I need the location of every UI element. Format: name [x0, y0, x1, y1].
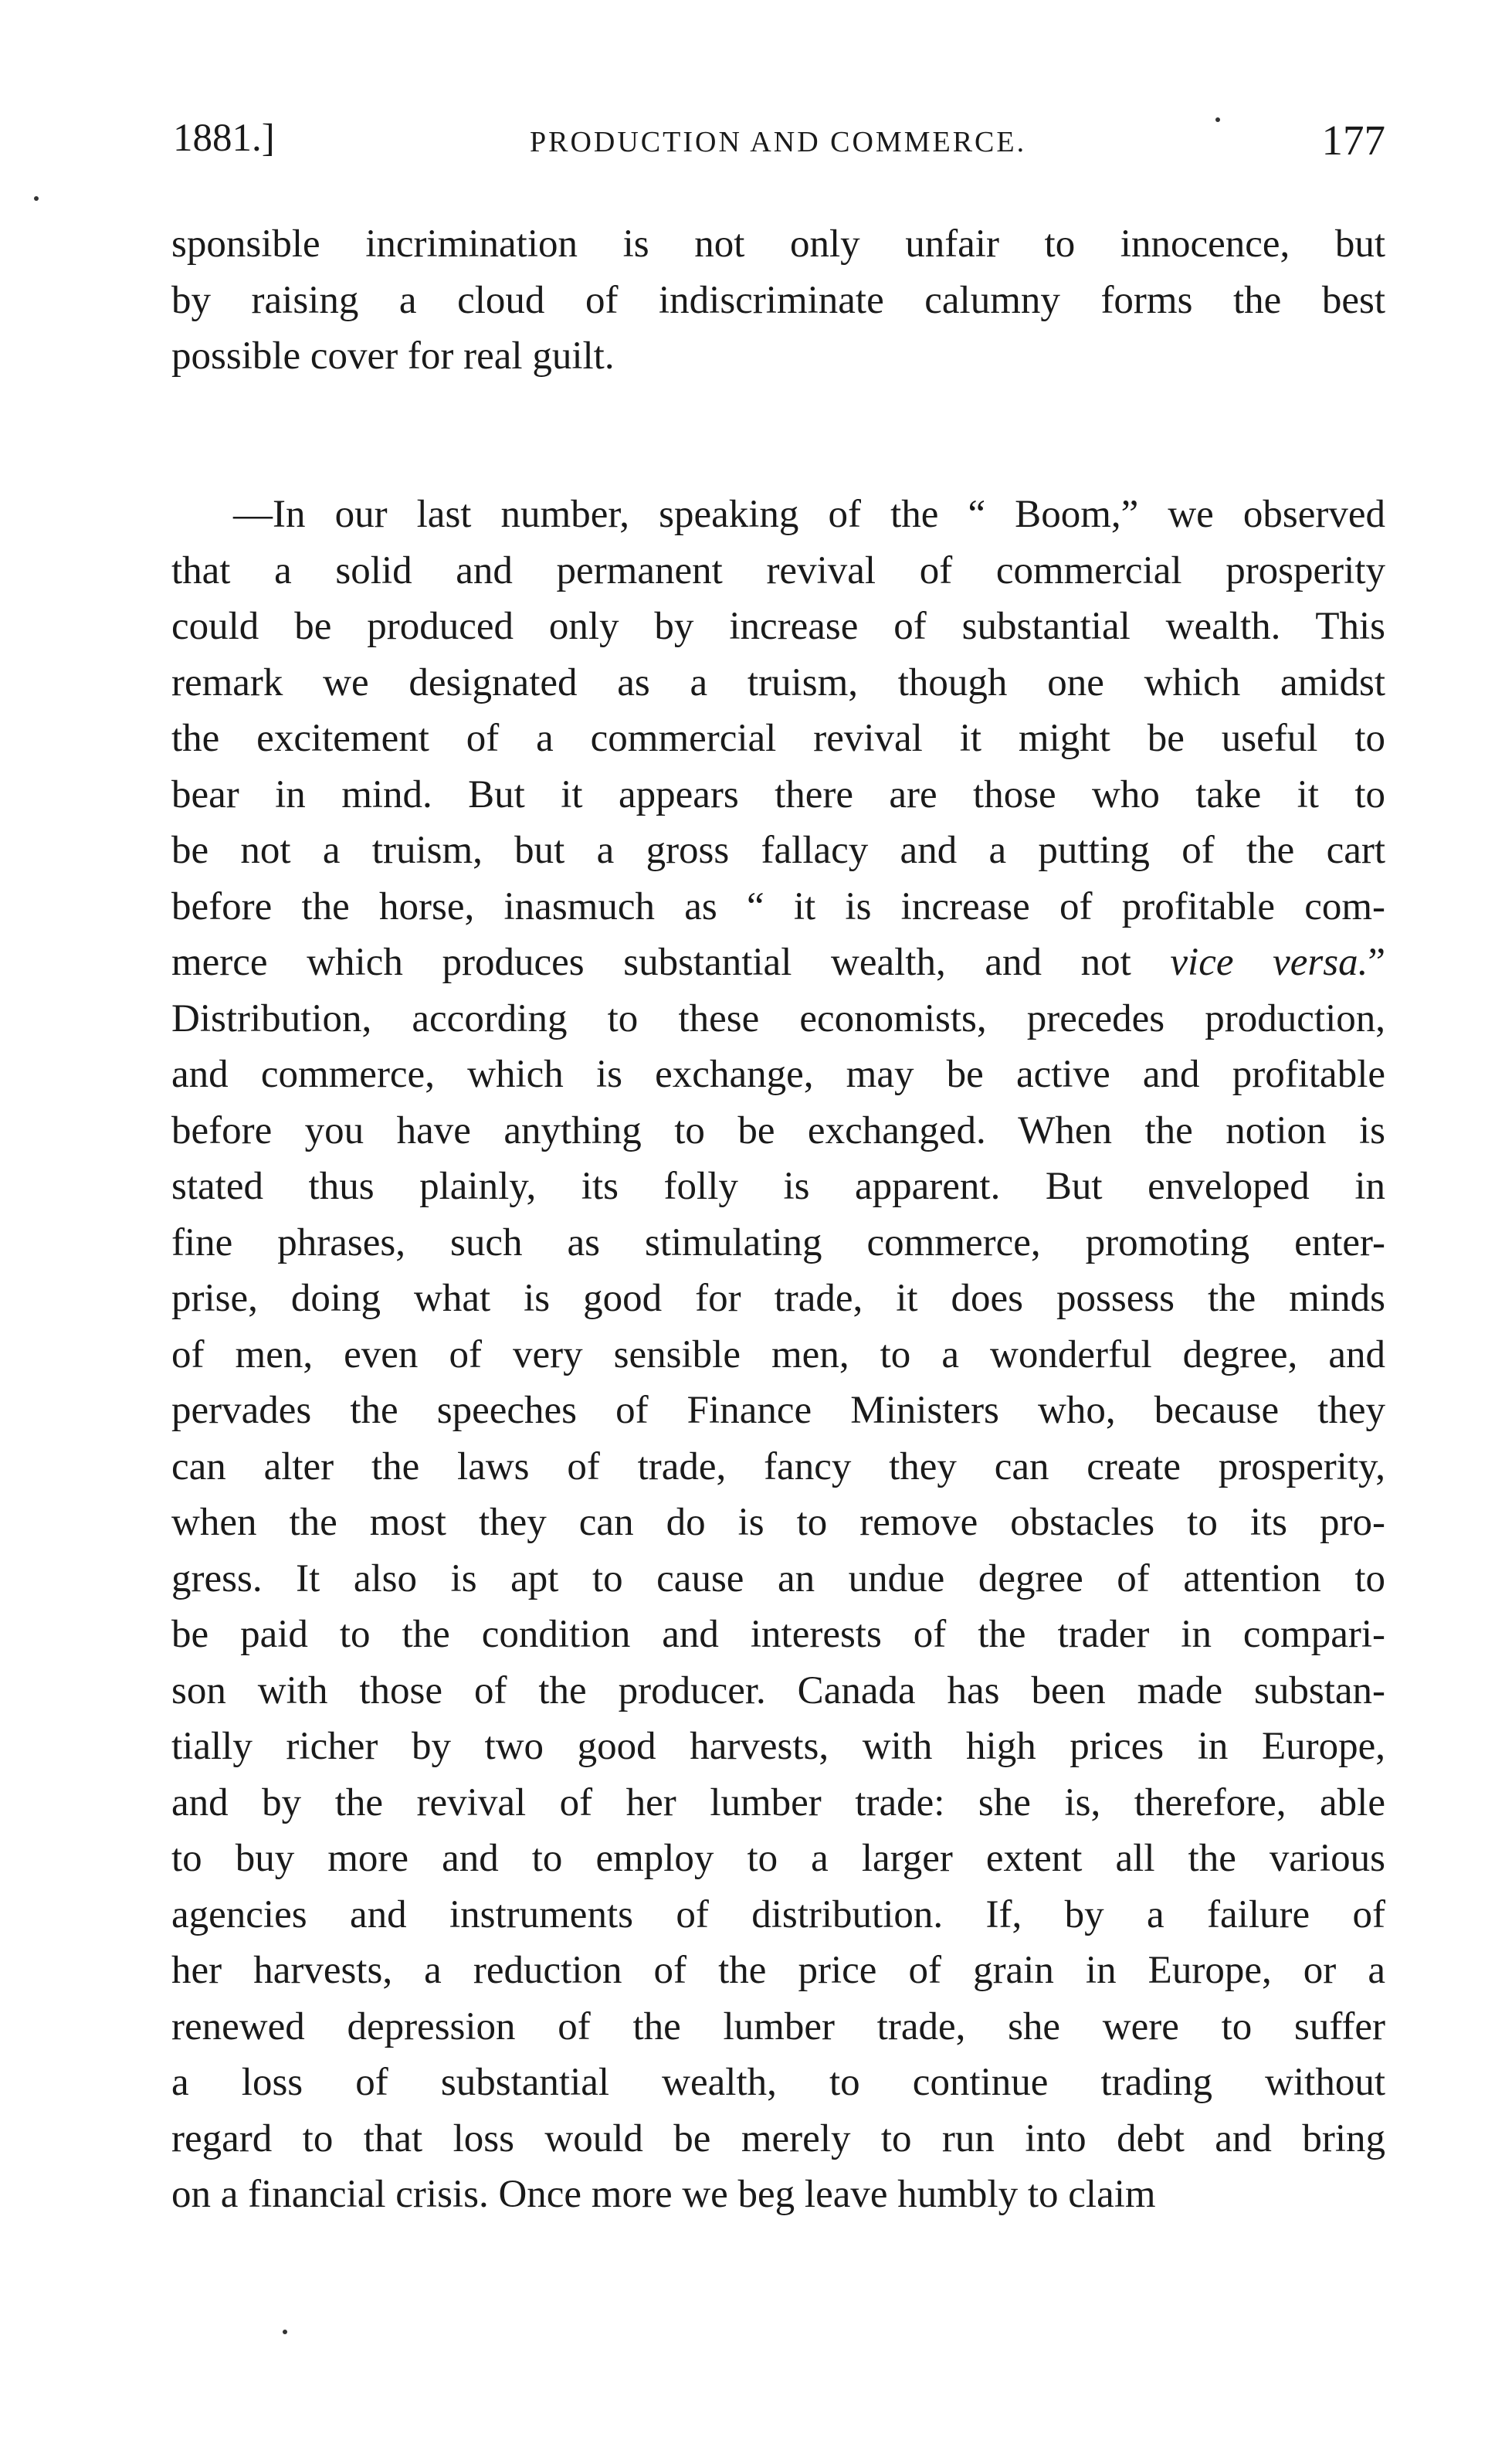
text-line: and by the revival of her lumber trade: she is, therefore, able	[171, 1780, 1385, 1824]
text-line: prise, doing what is good for trade, it does possess the minds	[171, 1277, 1385, 1320]
text-line: be paid to the condition and interests of the trader in compari-	[171, 1613, 1385, 1656]
text-line: agencies and instruments of distribution. If, by a failure of	[171, 1892, 1385, 1936]
text-line: possible cover for real guilt.	[171, 334, 615, 378]
header-speck	[1215, 117, 1220, 122]
text-line: sponsible incrimination is not only unfair to innocence, but	[171, 222, 1385, 266]
header-title: PRODUCTION AND COMMERCE.	[530, 126, 1027, 158]
margin-speck	[34, 196, 39, 201]
text-line: by raising a cloud of indiscriminate calumny forms the best	[171, 278, 1385, 322]
text-line: pervades the speeches of Finance Ministers who, because they	[171, 1389, 1385, 1432]
paragraph-continuation	[171, 216, 1385, 385]
text-line: of men, even of very sensible men, to a wonderful degree, and	[171, 1332, 1385, 1376]
text-line: before you have anything to be exchanged. When the notion is	[171, 1108, 1385, 1152]
text-line: can alter the laws of trade, fancy they can create prosperity,	[171, 1444, 1385, 1488]
text-line: remark we designated as a truism, though one which amidst	[171, 660, 1385, 704]
text-line: regard to that loss would be merely to run into debt and bring	[171, 2116, 1385, 2160]
text-line: tially richer by two good harvests, with high prices in Europe,	[171, 1725, 1385, 1768]
header-year: 1881.]	[173, 117, 275, 160]
text-line: her harvests, a reduction of the price of grain in Europe, or a	[171, 1949, 1385, 1992]
text-line: —In our last number, speaking of the “ Boom,” we observed	[233, 493, 1385, 536]
text-line: son with those of the producer. Canada has been made substan-	[171, 1668, 1385, 1712]
text-line: when the most they can do is to remove obstacles to its pro-	[171, 1501, 1385, 1544]
text-line: bear in mind. But it appears there are those who take it to	[171, 772, 1385, 816]
text-line: to buy more and to employ to a larger extent all the various	[171, 1837, 1385, 1880]
text-line: could be produced only by increase of substantial wealth. This	[171, 605, 1385, 648]
text-line: that a solid and permanent revival of commercial prosperity	[171, 548, 1385, 592]
text-line: stated thus plainly, its folly is apparent. But enveloped in	[171, 1165, 1385, 1208]
text-line: gress. It also is apt to cause an undue degree of attention to	[171, 1556, 1385, 1600]
page-number: 177	[1321, 117, 1385, 164]
text-line: be not a truism, but a gross fallacy and a putting of the cart	[171, 829, 1385, 872]
text-line: and commerce, which is exchange, may be active and profitable	[171, 1053, 1385, 1096]
text-line: before the horse, inasmuch as “ it is increase of profitable com-	[171, 884, 1385, 928]
text-line: the excitement of a commercial revival it might be useful to	[171, 717, 1385, 760]
paragraph-boom	[171, 487, 1385, 2223]
text-line: on a financial crisis. Once more we beg leave humbly to claim	[171, 2173, 1156, 2216]
text-line: fine phrases, such as stimulating commerce, promoting enter-	[171, 1220, 1385, 1264]
text-line: a loss of substantial wealth, to continue trading without	[171, 2061, 1385, 2104]
italic-phrase: vice versa.	[1170, 941, 1368, 984]
running-header	[173, 116, 1385, 178]
text-line: Distribution, according to these economists, precedes production,	[171, 996, 1385, 1040]
bottom-speck	[283, 2330, 287, 2334]
text-line: renewed depression of the lumber trade, she were to suffer	[171, 2004, 1385, 2048]
text-line: merce which produces substantial wealth, and not vice versa.”	[171, 941, 1385, 984]
